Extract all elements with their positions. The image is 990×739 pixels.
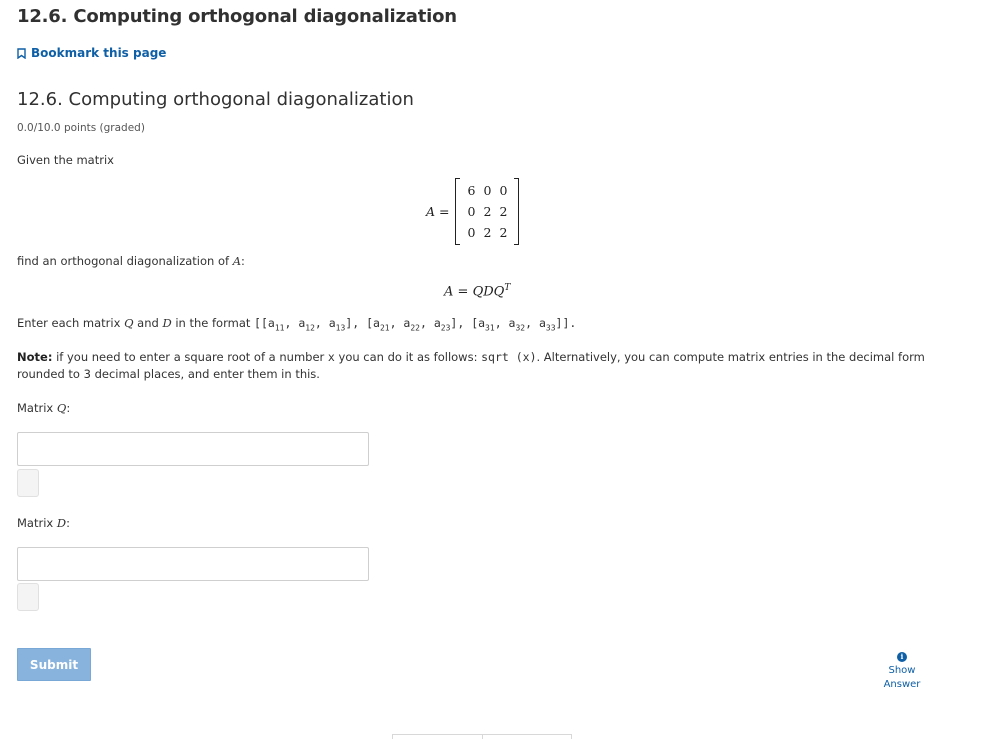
find-text bbox=[17, 254, 245, 268]
bottom-navigation bbox=[392, 734, 572, 739]
matrix-q-label-text: Matrix bbox=[17, 401, 57, 415]
given-text: Given the matrix bbox=[17, 153, 114, 167]
matrix-a bbox=[455, 178, 519, 245]
matrix-a-display bbox=[426, 178, 519, 245]
matrix-q-var: Q bbox=[56, 401, 67, 415]
page-title: 12.6. Computing orthogonal diagonalization bbox=[17, 6, 457, 27]
note-text bbox=[17, 349, 967, 383]
note-code-x: x bbox=[327, 350, 335, 364]
matrix-cell: 2 bbox=[483, 204, 492, 219]
format-code: [[$a_{11}$, $a_{12}$, $a_{13}$], [$a_{21}$, $a_{22}$, $a_{23}$], [$a_{31}$, $a_{32}$, $a_{33}$]]. bbox=[254, 316, 577, 333]
show-answer-button[interactable] bbox=[878, 650, 926, 692]
matrix-q-colon: : bbox=[66, 401, 71, 415]
matrix-d-label bbox=[17, 516, 70, 530]
note-text-1: if you need to enter a square root of a number bbox=[52, 350, 328, 364]
show-answer-line2: Answer bbox=[883, 679, 921, 690]
matrix-cell: 2 bbox=[499, 204, 508, 219]
submit-button[interactable]: Submit bbox=[17, 648, 91, 681]
matrix-cell: 0 bbox=[467, 225, 476, 240]
points-status: 0.0/10.0 points (graded) bbox=[17, 122, 145, 134]
matrix-q-label bbox=[17, 401, 70, 415]
matrix-q-status bbox=[17, 469, 39, 497]
nav-tab-next[interactable] bbox=[483, 734, 573, 739]
matrix-cell: 2 bbox=[499, 225, 508, 240]
note-code-sqrt: sqrt (x) bbox=[481, 350, 537, 364]
equation-rhs: QDQ bbox=[472, 284, 505, 300]
enter-d: D bbox=[162, 316, 172, 330]
enter-mid: in the format bbox=[171, 316, 255, 330]
matrix-d-status bbox=[17, 583, 39, 611]
bookmark-label: Bookmark this page bbox=[31, 46, 167, 60]
matrix-lhs: A = bbox=[426, 204, 450, 219]
note-text-3: . Alternatively, you can compute matrix entries in the decimal form rounded to 3 decimal places, and enter them in this. bbox=[17, 350, 925, 381]
note-text-2: you can do it as follows: bbox=[334, 350, 482, 364]
enter-prefix: Enter each matrix bbox=[17, 316, 125, 330]
equation-eq: = bbox=[453, 284, 473, 300]
find-prefix: find an orthogonal diagonalization of bbox=[17, 254, 233, 268]
enter-and: and bbox=[133, 316, 163, 330]
bookmark-button[interactable] bbox=[17, 46, 166, 60]
bookmark-icon bbox=[17, 48, 26, 59]
matrix-cell: 2 bbox=[483, 225, 492, 240]
nav-tab-previous[interactable] bbox=[392, 734, 483, 739]
matrix-d-label-text: Matrix bbox=[17, 516, 57, 530]
matrix-d-input[interactable] bbox=[17, 547, 369, 581]
show-answer-line1: Show bbox=[888, 665, 916, 676]
format-instructions bbox=[17, 316, 576, 332]
matrix-q-input[interactable] bbox=[17, 432, 369, 466]
matrix-cell: 0 bbox=[467, 204, 476, 219]
matrix-cell: 6 bbox=[467, 183, 476, 198]
enter-q: Q bbox=[124, 316, 134, 330]
matrix-d-colon: : bbox=[66, 516, 70, 530]
equation-sup: T bbox=[504, 283, 511, 293]
matrix-cell: 0 bbox=[499, 183, 508, 198]
matrix-d-var: D bbox=[56, 516, 67, 530]
problem-title: 12.6. Computing orthogonal diagonalization bbox=[17, 89, 414, 110]
equation-lhs: A bbox=[444, 284, 454, 300]
info-icon: i bbox=[897, 652, 907, 662]
find-suffix: : bbox=[241, 254, 245, 268]
matrix-cell: 0 bbox=[483, 183, 492, 198]
diagonalization-equation bbox=[444, 283, 510, 299]
find-var: A bbox=[232, 254, 242, 268]
note-label: Note: bbox=[17, 350, 53, 364]
